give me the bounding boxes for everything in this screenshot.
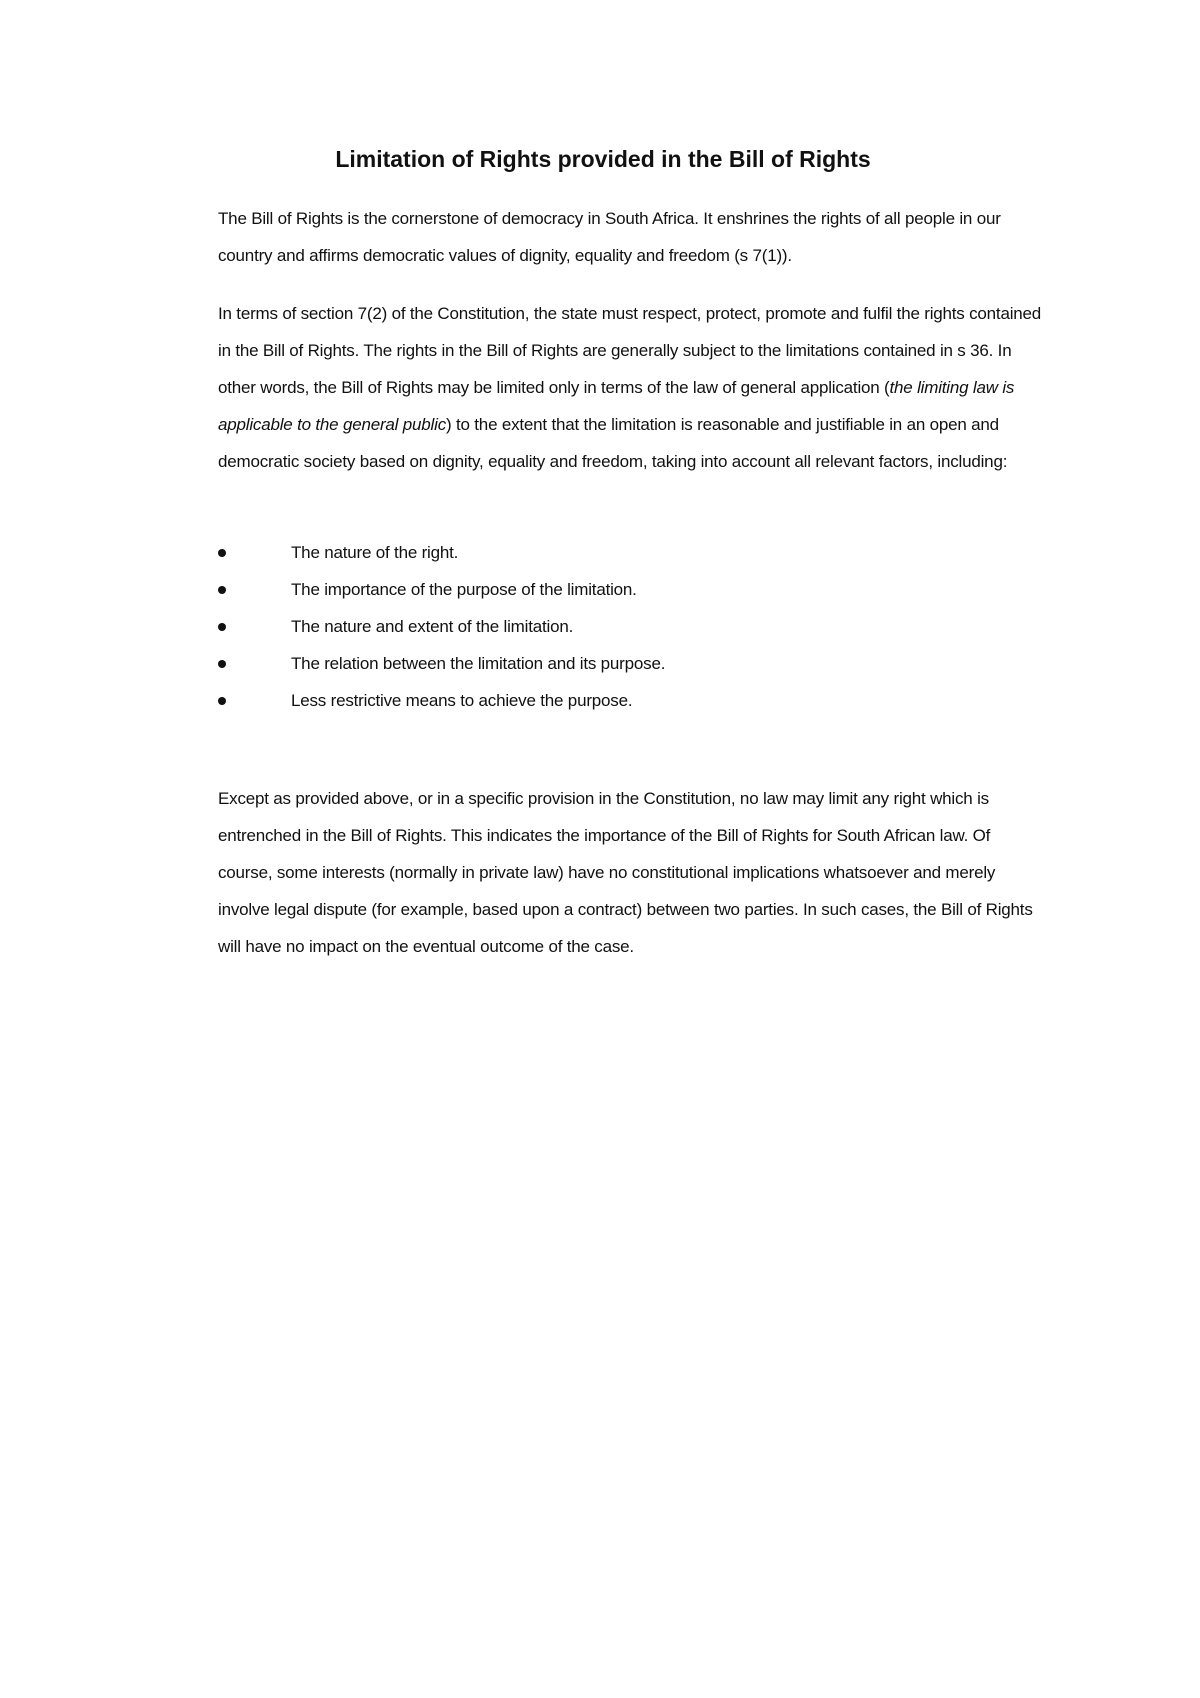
bullet-icon	[218, 623, 226, 631]
bullet-icon	[218, 660, 226, 668]
list-item-text: The nature and extent of the limitation.	[291, 617, 574, 636]
paragraph-limitations-italic: the limiting law is applicable to the general public	[218, 378, 1015, 434]
paragraph-limitations-part-2: ) to the extent that the limitation is reasonable and justifiable in an open and democratic society based on dignity, equality and freedom, taking into account all relevant factors, including:	[218, 415, 1008, 471]
list-item-text: Less restrictive means to achieve the purpose.	[291, 691, 633, 710]
bullet-icon	[218, 586, 226, 594]
paragraph-conclusion	[218, 780, 1048, 965]
bullet-icon	[218, 549, 226, 557]
paragraph-limitations-part-1: In terms of section 7(2) of the Constitution, the state must respect, protect, promote and fulfil the rights contained in the Bill of Rights. The rights in the Bill of Rights are generally subject to the limitations contained in s 36. In other words, the Bill of Rights may be limited only in terms of the law of general application (	[218, 304, 1042, 397]
list-item	[214, 645, 1044, 682]
paragraph-intro	[218, 200, 1048, 274]
list-item	[214, 534, 1044, 571]
list-item-text: The nature of the right.	[291, 543, 459, 562]
paragraph-intro-text: The Bill of Rights is the cornerstone of democracy in South Africa. It enshrines the rights of all people in our country and affirms democratic values of dignity, equality and freedom (s 7(1)).	[218, 209, 1001, 265]
list-item-text: The importance of the purpose of the limitation.	[291, 580, 637, 599]
list-item	[214, 571, 1044, 608]
factors-list	[214, 534, 1044, 719]
paragraph-limitations-text	[218, 295, 1048, 480]
list-item	[214, 608, 1044, 645]
list-item	[214, 682, 1044, 719]
paragraph-limitations	[218, 295, 1048, 480]
bullet-icon	[218, 697, 226, 705]
list-item-text: The relation between the limitation and its purpose.	[291, 654, 666, 673]
document-title: Limitation of Rights provided in the Bill of Rights	[335, 146, 871, 172]
paragraph-conclusion-text: Except as provided above, or in a specific provision in the Constitution, no law may limit any right which is entrenched in the Bill of Rights. This indicates the importance of the Bill of Rights for South African law. Of course, some interests (normally in private law) have no constitutional implications whatsoever and merely involve legal dispute (for example, based upon a contract) between two parties. In such cases, the Bill of Rights will have no impact on the eventual outcome of the case.	[218, 789, 1033, 956]
